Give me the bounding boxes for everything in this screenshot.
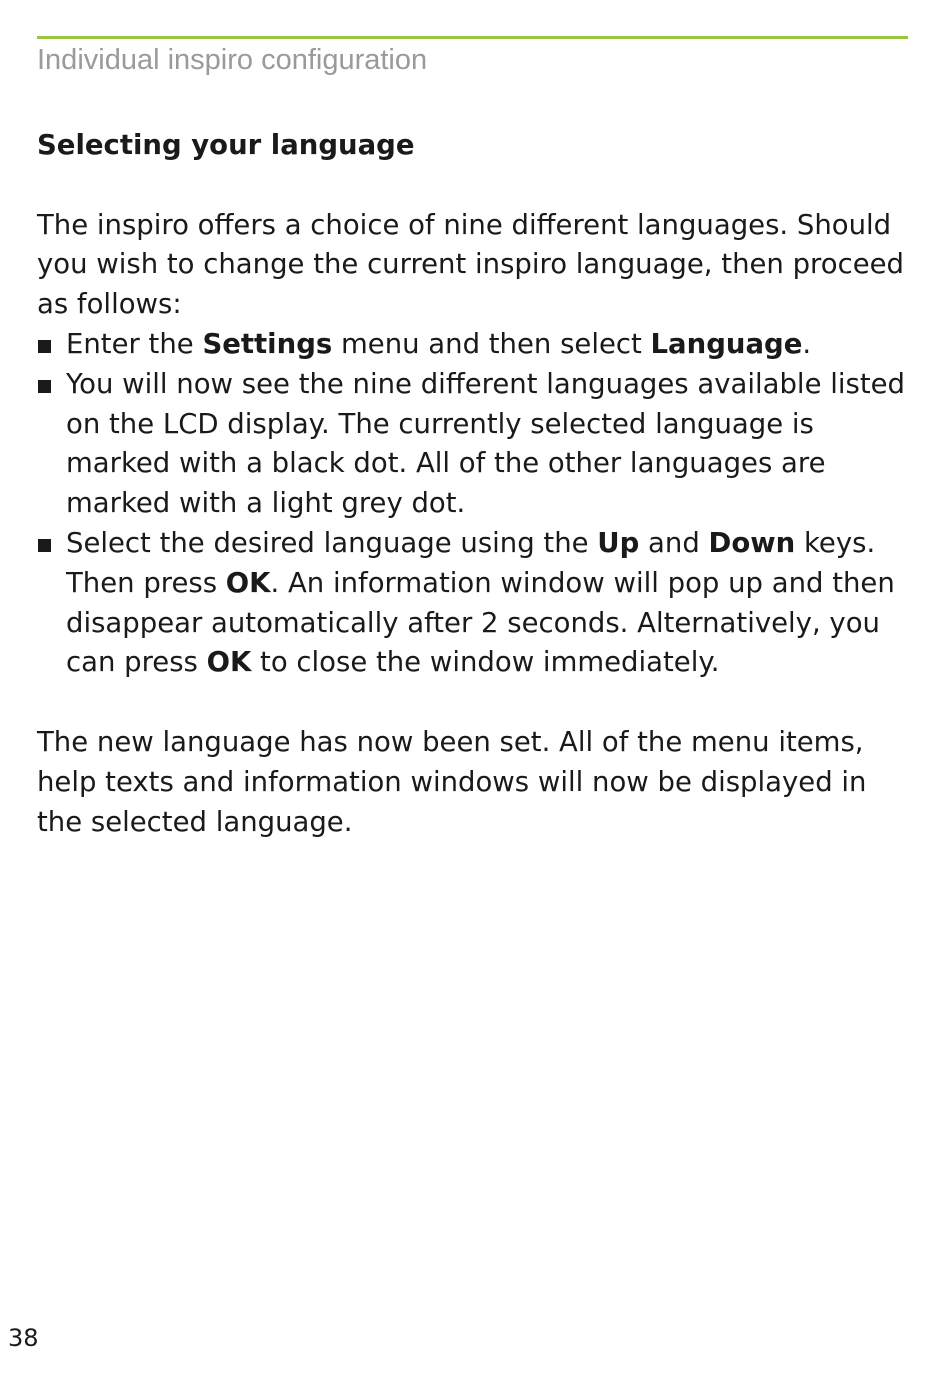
settings-menu-term: Settings — [202, 327, 333, 360]
closing-paragraph: The new language has now been set. All of the menu items, help texts and information windows will now be displayed in the selected language. — [37, 725, 867, 838]
language-menu-term: Language — [650, 327, 803, 360]
ok-key-term: OK — [206, 646, 252, 679]
down-key-term: Down — [708, 526, 796, 559]
up-key-term: Up — [597, 526, 640, 559]
running-header: Individual inspiro configuration — [37, 44, 428, 76]
page-content — [37, 126, 917, 842]
list-item: Select the desired language using the Up and Down keys. Then press OK. An information window will pop up and then disappear automatically after 2 seconds. Alternatively, you can press OK to close the window immediately. — [37, 524, 917, 683]
instruction-list — [37, 325, 917, 683]
list-item: You will now see the nine different languages available listed on the LCD display. The currently selected language is marked with a black dot. All of the other languages are marked with a light grey dot. — [37, 365, 917, 524]
square-bullet-icon — [38, 340, 51, 353]
section-title: Selecting your language — [37, 129, 415, 161]
square-bullet-icon — [38, 539, 51, 552]
header-rule — [37, 36, 908, 39]
intro-paragraph: The inspiro offers a choice of nine different languages. Should you wish to change the current inspiro language, then proceed as follows: — [37, 208, 904, 321]
page-number: 38 — [8, 1324, 39, 1352]
spacer — [37, 683, 917, 723]
list-item: Enter the Settings menu and then select Language. — [37, 325, 917, 365]
ok-key-term: OK — [225, 566, 271, 599]
square-bullet-icon — [38, 380, 51, 393]
